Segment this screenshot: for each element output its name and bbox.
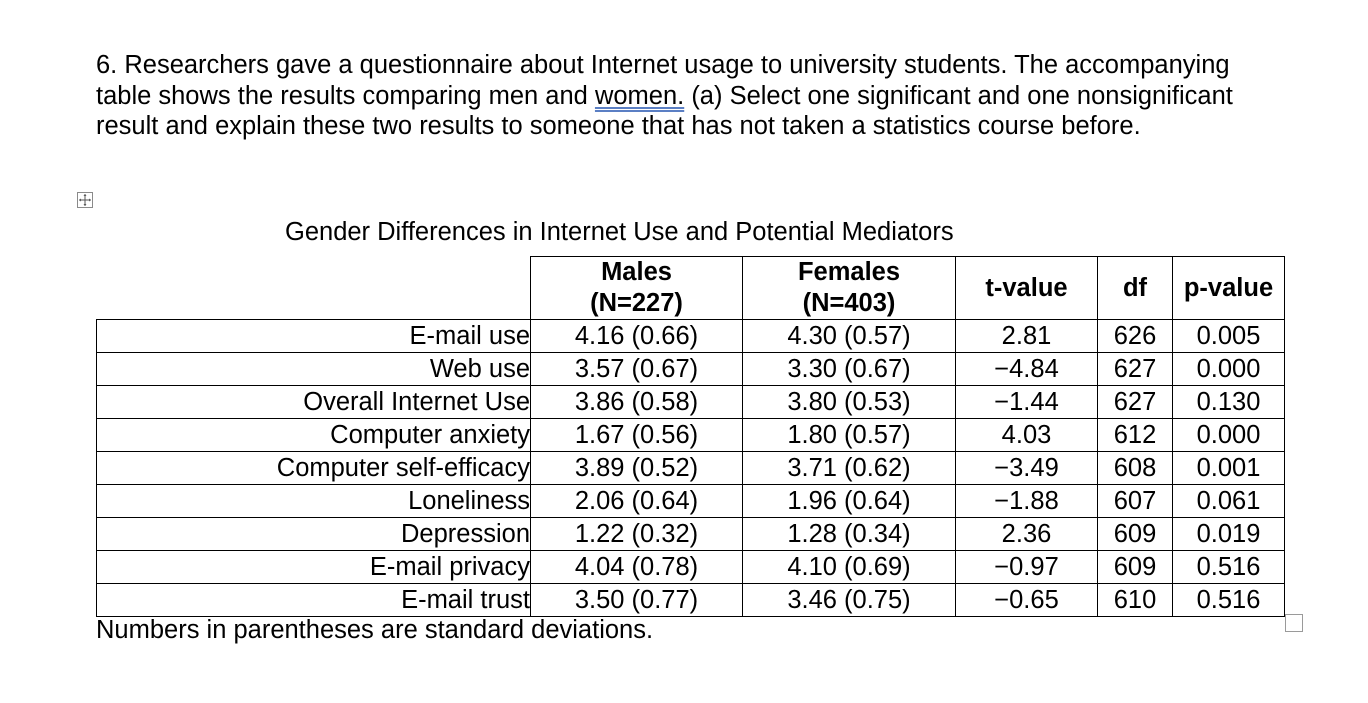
- t-value-cell: −0.97: [956, 551, 1098, 584]
- header-males-label: Males: [601, 258, 672, 286]
- table-row: [97, 386, 1285, 419]
- table-row: [97, 419, 1285, 452]
- females-cell: 1.28 (0.34): [743, 518, 956, 551]
- males-cell: 3.50 (0.77): [531, 584, 743, 617]
- males-cell: 2.06 (0.64): [531, 485, 743, 518]
- females-cell: 1.96 (0.64): [743, 485, 956, 518]
- t-value-cell: −4.84: [956, 353, 1098, 386]
- table-move-handle-icon[interactable]: [77, 192, 93, 208]
- header-males: [531, 257, 743, 320]
- males-cell: 1.67 (0.56): [531, 419, 743, 452]
- females-cell: 3.30 (0.67): [743, 353, 956, 386]
- females-cell: 4.30 (0.57): [743, 320, 956, 353]
- females-cell: 1.80 (0.57): [743, 419, 956, 452]
- table-row: [97, 551, 1285, 584]
- df-cell: 627: [1098, 386, 1173, 419]
- df-cell: 607: [1098, 485, 1173, 518]
- p-value-cell: 0.061: [1173, 485, 1285, 518]
- row-label: E-mail use: [97, 320, 531, 353]
- females-cell: 3.71 (0.62): [743, 452, 956, 485]
- table-resize-handle-icon[interactable]: [1285, 614, 1303, 632]
- males-cell: 4.04 (0.78): [531, 551, 743, 584]
- df-cell: 627: [1098, 353, 1173, 386]
- header-t-value: t-value: [956, 257, 1098, 320]
- row-label: Web use: [97, 353, 531, 386]
- females-cell: 3.80 (0.53): [743, 386, 956, 419]
- p-value-cell: 0.019: [1173, 518, 1285, 551]
- table-caption: Gender Differences in Internet Use and Potential Mediators: [285, 218, 954, 246]
- females-cell: 3.46 (0.75): [743, 584, 956, 617]
- t-value-cell: −1.88: [956, 485, 1098, 518]
- t-value-cell: −3.49: [956, 452, 1098, 485]
- table-row: [97, 518, 1285, 551]
- spell-check-underlined-word: women.: [594, 81, 685, 110]
- results-table: [96, 256, 1285, 617]
- p-value-cell: 0.130: [1173, 386, 1285, 419]
- p-value-cell: 0.000: [1173, 353, 1285, 386]
- df-cell: 626: [1098, 320, 1173, 353]
- row-label: Depression: [97, 518, 531, 551]
- p-value-cell: 0.001: [1173, 452, 1285, 485]
- df-cell: 609: [1098, 518, 1173, 551]
- males-cell: 3.57 (0.67): [531, 353, 743, 386]
- table-row: [97, 452, 1285, 485]
- question-text-start: 6. Researchers gave a questionnaire about Internet usage to university students. The accompanying table shows the results comparing men and: [96, 51, 1230, 110]
- table-header-row: [97, 257, 1285, 320]
- males-cell: 3.89 (0.52): [531, 452, 743, 485]
- t-value-cell: 2.81: [956, 320, 1098, 353]
- t-value-cell: 2.36: [956, 518, 1098, 551]
- t-value-cell: 4.03: [956, 419, 1098, 452]
- p-value-cell: 0.005: [1173, 320, 1285, 353]
- header-blank-cell: [97, 257, 531, 320]
- row-label: Computer self-efficacy: [97, 452, 531, 485]
- header-females-label: Females: [797, 258, 901, 286]
- df-cell: 612: [1098, 419, 1173, 452]
- males-cell: 3.86 (0.58): [531, 386, 743, 419]
- header-females: [743, 257, 956, 320]
- header-males-n: (N=227): [590, 289, 683, 317]
- table-row: [97, 353, 1285, 386]
- p-value-cell: 0.516: [1173, 584, 1285, 617]
- males-cell: 1.22 (0.32): [531, 518, 743, 551]
- row-label: Loneliness: [97, 485, 531, 518]
- p-value-cell: 0.000: [1173, 419, 1285, 452]
- df-cell: 608: [1098, 452, 1173, 485]
- header-df: df: [1098, 257, 1173, 320]
- table-footnote: Numbers in parentheses are standard deviations.: [96, 616, 654, 644]
- header-p-value: p-value: [1173, 257, 1285, 320]
- table-row: [97, 485, 1285, 518]
- row-label: E-mail trust: [97, 584, 531, 617]
- females-cell: 4.10 (0.69): [743, 551, 956, 584]
- header-females-n: (N=403): [802, 289, 896, 317]
- t-value-cell: −0.65: [956, 584, 1098, 617]
- row-label: Overall Internet Use: [97, 386, 531, 419]
- table-row: [97, 320, 1285, 353]
- df-cell: 610: [1098, 584, 1173, 617]
- row-label: E-mail privacy: [97, 551, 531, 584]
- question-text: [96, 50, 1276, 142]
- p-value-cell: 0.516: [1173, 551, 1285, 584]
- t-value-cell: −1.44: [956, 386, 1098, 419]
- question-text-end: (a) Select one significant and one nonsignificant result and explain these two results to someone that has not taken a statistics course before.: [96, 81, 1233, 140]
- row-label: Computer anxiety: [97, 419, 531, 452]
- males-cell: 4.16 (0.66): [531, 320, 743, 353]
- table-row: [97, 584, 1285, 617]
- df-cell: 609: [1098, 551, 1173, 584]
